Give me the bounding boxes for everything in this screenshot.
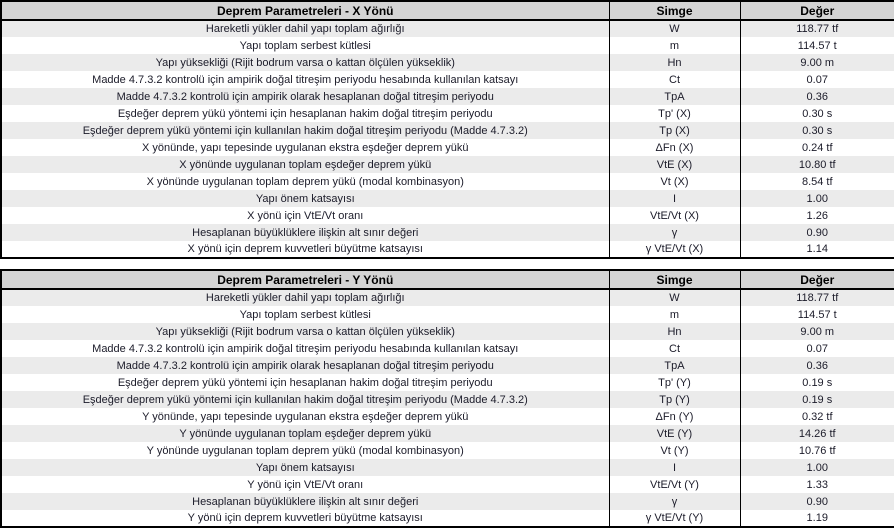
parameter-cell: Eşdeğer deprem yükü yöntemi için kullanılan hakim doğal titreşim periyodu (Madde 4.7.3.2) [1, 122, 609, 139]
value-cell: 10.76 tf [740, 442, 894, 459]
table-row [1, 54, 894, 71]
table-row [1, 493, 894, 510]
value-cell: 0.32 tf [740, 408, 894, 425]
parameter-cell: X yönü için deprem kuvvetleri büyütme katsayısı [1, 241, 609, 258]
symbol-cell: I [609, 459, 740, 476]
symbol-cell: Vt (Y) [609, 442, 740, 459]
value-cell: 0.36 [740, 357, 894, 374]
table-row [1, 425, 894, 442]
header-row [1, 270, 894, 289]
symbol-cell: Hn [609, 54, 740, 71]
symbol-cell: Hn [609, 323, 740, 340]
table-row [1, 71, 894, 88]
symbol-cell: m [609, 306, 740, 323]
symbol-cell: Tp (X) [609, 122, 740, 139]
value-cell: 0.30 s [740, 122, 894, 139]
table-row [1, 122, 894, 139]
parameter-cell: Hareketli yükler dahil yapı toplam ağırlığı [1, 289, 609, 306]
table-row [1, 510, 894, 527]
table-row [1, 306, 894, 323]
parameter-cell: Hesaplanan büyüklüklere ilişkin alt sınır değeri [1, 493, 609, 510]
parameter-cell: Y yönü için VtE/Vt oranı [1, 476, 609, 493]
parameter-cell: X yönünde uygulanan toplam deprem yükü (modal kombinasyon) [1, 173, 609, 190]
parameter-cell: Y yönü için deprem kuvvetleri büyütme katsayısı [1, 510, 609, 527]
value-cell: 1.33 [740, 476, 894, 493]
parameter-cell: Yapı yüksekliği (Rijit bodrum varsa o kattan ölçülen yükseklik) [1, 323, 609, 340]
table-row [1, 190, 894, 207]
parameter-cell: Y yönünde uygulanan toplam eşdeğer deprem yükü [1, 425, 609, 442]
parameter-cell: Hareketli yükler dahil yapı toplam ağırlığı [1, 20, 609, 37]
table-row [1, 374, 894, 391]
parameter-cell: Madde 4.7.3.2 kontrolü için ampirik doğal titreşim periyodu hesabında kullanılan katsayı [1, 340, 609, 357]
x-table-header [1, 1, 894, 20]
parameter-cell: Yapı önem katsayısı [1, 190, 609, 207]
symbol-cell: Tp (Y) [609, 391, 740, 408]
table-row [1, 408, 894, 425]
value-cell: 0.19 s [740, 374, 894, 391]
header-row [1, 1, 894, 20]
symbol-cell: Ct [609, 71, 740, 88]
symbol-cell: VtE/Vt (X) [609, 207, 740, 224]
value-cell: 0.30 s [740, 105, 894, 122]
value-cell: 0.07 [740, 340, 894, 357]
table-row [1, 88, 894, 105]
x-direction-parameters-table [0, 0, 894, 259]
table-row [1, 459, 894, 476]
parameter-cell: Madde 4.7.3.2 kontrolü için ampirik olarak hesaplanan doğal titreşim periyodu [1, 88, 609, 105]
table-row [1, 20, 894, 37]
value-cell: 0.07 [740, 71, 894, 88]
table-row [1, 289, 894, 306]
table-row [1, 357, 894, 374]
value-cell: 0.24 tf [740, 139, 894, 156]
parameter-cell: Yapı toplam serbest kütlesi [1, 306, 609, 323]
symbol-cell: TpA [609, 88, 740, 105]
table-row [1, 139, 894, 156]
value-cell: 1.26 [740, 207, 894, 224]
symbol-cell: W [609, 289, 740, 306]
symbol-cell: I [609, 190, 740, 207]
value-cell: 118.77 tf [740, 20, 894, 37]
parameter-cell: Yapı önem katsayısı [1, 459, 609, 476]
value-cell: 118.77 tf [740, 289, 894, 306]
value-cell: 1.00 [740, 459, 894, 476]
parameter-cell: X yönü için VtE/Vt oranı [1, 207, 609, 224]
y-direction-parameters-table [0, 269, 894, 528]
value-cell: 114.57 t [740, 37, 894, 54]
value-cell: 1.19 [740, 510, 894, 527]
table-row [1, 156, 894, 173]
value-cell: 9.00 m [740, 323, 894, 340]
parameter-cell: Y yönünde, yapı tepesinde uygulanan ekstra eşdeğer deprem yükü [1, 408, 609, 425]
symbol-cell: VtE (Y) [609, 425, 740, 442]
column-header-symbol: Simge [609, 1, 740, 20]
symbol-cell: VtE (X) [609, 156, 740, 173]
parameter-cell: Yapı yüksekliği (Rijit bodrum varsa o kattan ölçülen yükseklik) [1, 54, 609, 71]
column-header-value: Değer [740, 270, 894, 289]
value-cell: 0.90 [740, 224, 894, 241]
parameter-cell: Madde 4.7.3.2 kontrolü için ampirik doğal titreşim periyodu hesabında kullanılan katsayı [1, 71, 609, 88]
parameter-cell: X yönünde uygulanan toplam eşdeğer deprem yükü [1, 156, 609, 173]
table-row [1, 105, 894, 122]
symbol-cell: γ [609, 224, 740, 241]
symbol-cell: γ [609, 493, 740, 510]
column-header-symbol: Simge [609, 270, 740, 289]
table-row [1, 173, 894, 190]
symbol-cell: VtE/Vt (Y) [609, 476, 740, 493]
symbol-cell: γ VtE/Vt (Y) [609, 510, 740, 527]
table-row [1, 37, 894, 54]
value-cell: 8.54 tf [740, 173, 894, 190]
table-row [1, 340, 894, 357]
symbol-cell: Tp' (X) [609, 105, 740, 122]
symbol-cell: Ct [609, 340, 740, 357]
table-row [1, 241, 894, 258]
value-cell: 1.00 [740, 190, 894, 207]
symbol-cell: W [609, 20, 740, 37]
symbol-cell: TpA [609, 357, 740, 374]
parameter-cell: Eşdeğer deprem yükü yöntemi için hesaplanan hakim doğal titreşim periyodu [1, 105, 609, 122]
table-title-x: Deprem Parametreleri - X Yönü [1, 1, 609, 20]
value-cell: 1.14 [740, 241, 894, 258]
parameter-cell: Madde 4.7.3.2 kontrolü için ampirik olarak hesaplanan doğal titreşim periyodu [1, 357, 609, 374]
value-cell: 0.90 [740, 493, 894, 510]
value-cell: 14.26 tf [740, 425, 894, 442]
column-header-value: Değer [740, 1, 894, 20]
value-cell: 0.19 s [740, 391, 894, 408]
table-row [1, 442, 894, 459]
parameter-cell: Eşdeğer deprem yükü yöntemi için hesaplanan hakim doğal titreşim periyodu [1, 374, 609, 391]
value-cell: 9.00 m [740, 54, 894, 71]
symbol-cell: Vt (X) [609, 173, 740, 190]
table-row [1, 224, 894, 241]
y-table-header [1, 270, 894, 289]
table-row [1, 391, 894, 408]
parameter-cell: Y yönünde uygulanan toplam deprem yükü (modal kombinasyon) [1, 442, 609, 459]
value-cell: 0.36 [740, 88, 894, 105]
symbol-cell: m [609, 37, 740, 54]
value-cell: 10.80 tf [740, 156, 894, 173]
table-title-y: Deprem Parametreleri - Y Yönü [1, 270, 609, 289]
table-row [1, 207, 894, 224]
parameter-cell: Yapı toplam serbest kütlesi [1, 37, 609, 54]
symbol-cell: γ VtE/Vt (X) [609, 241, 740, 258]
table-row [1, 476, 894, 493]
value-cell: 114.57 t [740, 306, 894, 323]
x-table-body [1, 20, 894, 258]
parameter-cell: Hesaplanan büyüklüklere ilişkin alt sınır değeri [1, 224, 609, 241]
parameter-cell: X yönünde, yapı tepesinde uygulanan ekstra eşdeğer deprem yükü [1, 139, 609, 156]
y-table-body [1, 289, 894, 527]
symbol-cell: ΔFn (Y) [609, 408, 740, 425]
symbol-cell: Tp' (Y) [609, 374, 740, 391]
table-row [1, 323, 894, 340]
symbol-cell: ΔFn (X) [609, 139, 740, 156]
parameter-cell: Eşdeğer deprem yükü yöntemi için kullanılan hakim doğal titreşim periyodu (Madde 4.7.3.2) [1, 391, 609, 408]
